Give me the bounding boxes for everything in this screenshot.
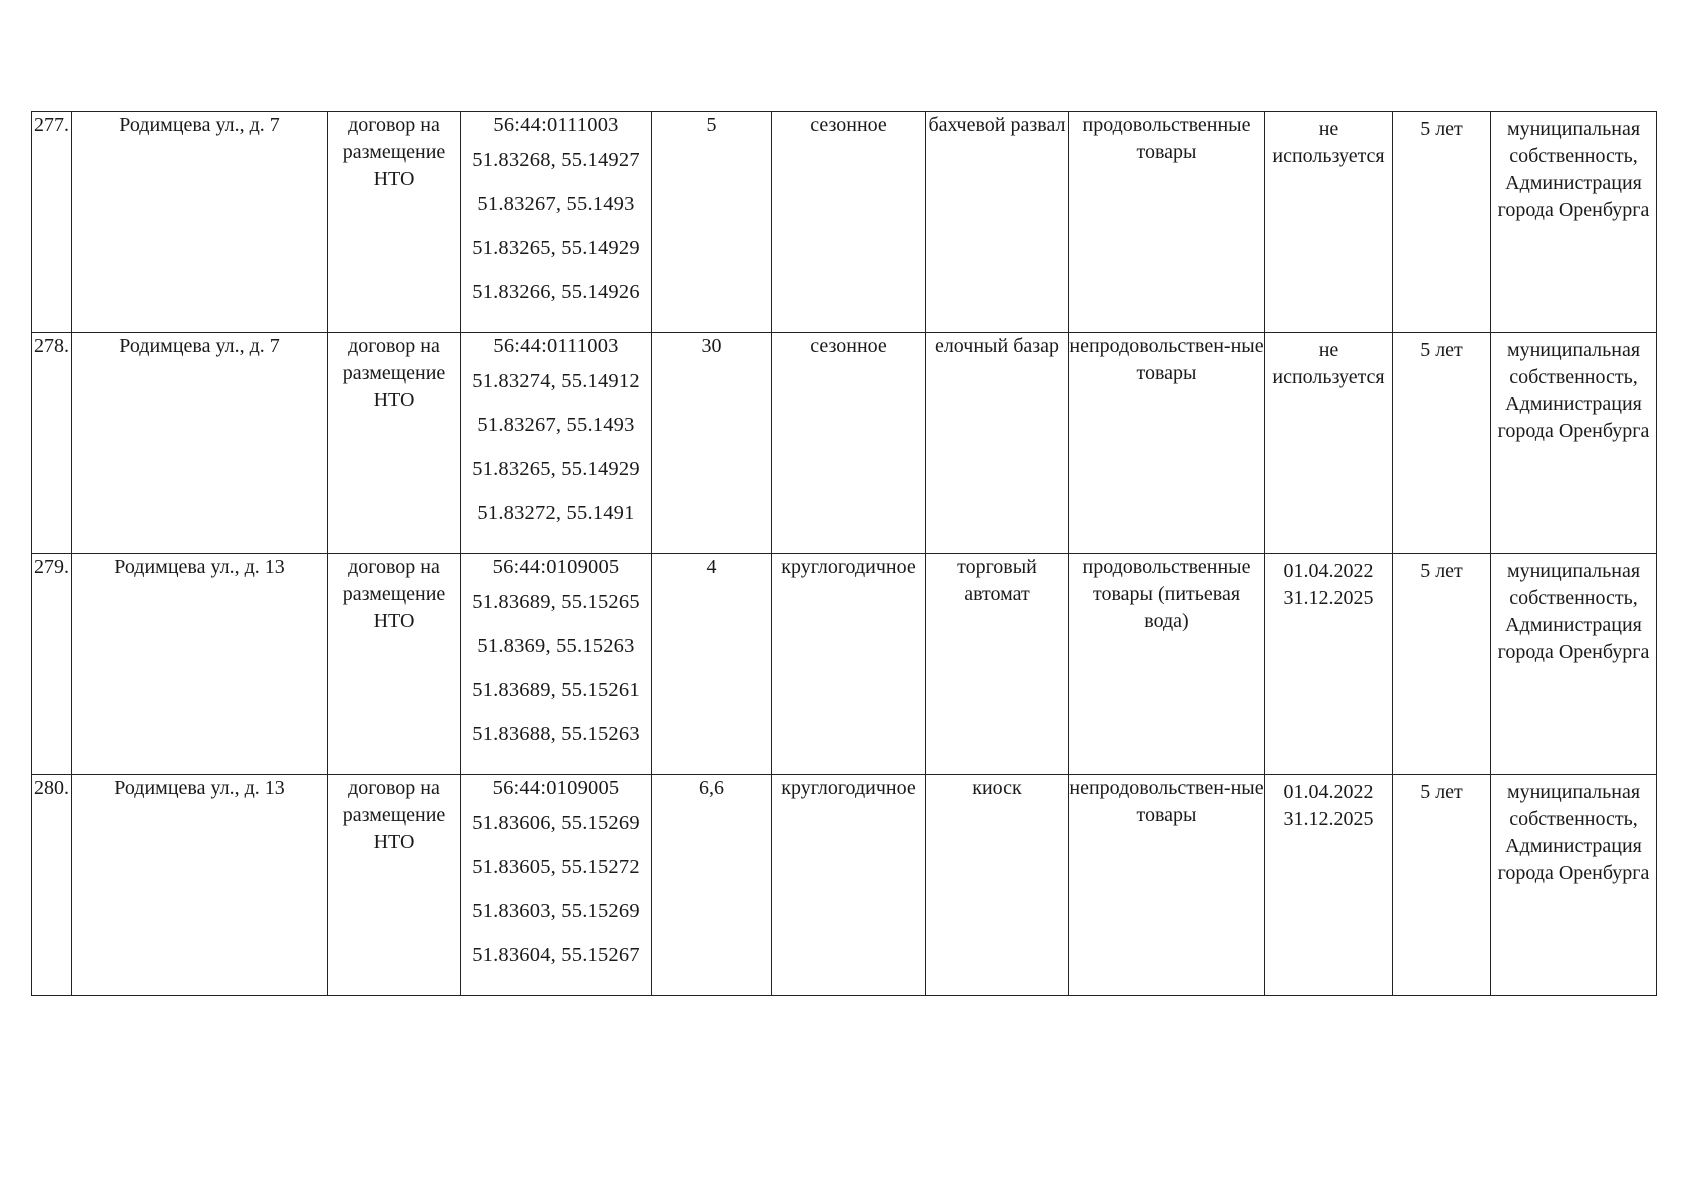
dates-cell: 01.04.2022 31.12.2025 (1265, 775, 1393, 996)
address-cell: Родимцева ул., д. 7 (72, 333, 328, 554)
registry-sheet (31, 111, 1656, 996)
basis-cell: договор на размещение НТО (328, 333, 461, 554)
coordinate-pair: 51.83272, 55.1491 (477, 502, 635, 524)
specialization-cell: продовольственные товары (питьевая вода) (1069, 554, 1265, 775)
term-cell: 5 лет (1393, 554, 1491, 775)
period-cell: сезонное (772, 333, 926, 554)
basis-cell: договор на размещение НТО (328, 112, 461, 333)
coordinate-pair: 51.83265, 55.14929 (472, 458, 640, 480)
owner-cell: муниципальная собственность, Администрация города Оренбурга (1491, 554, 1657, 775)
cadastral-number: 56:44:0111003 (493, 114, 619, 136)
coordinate-pair: 51.83689, 55.15265 (472, 591, 640, 613)
period-cell: сезонное (772, 112, 926, 333)
table-row (32, 333, 1657, 554)
address-cell: Родимцева ул., д. 7 (72, 112, 328, 333)
area-cell: 30 (652, 333, 772, 554)
object-type-cell: елочный базар (926, 333, 1069, 554)
cadastral-number: 56:44:0109005 (492, 556, 620, 578)
specialization-cell: непродовольствен-ные товары (1069, 333, 1265, 554)
specialization-cell: продовольственные товары (1069, 112, 1265, 333)
term-cell: 5 лет (1393, 333, 1491, 554)
dates-cell: не используется (1265, 112, 1393, 333)
object-type-cell: киоск (926, 775, 1069, 996)
address-cell: Родимцева ул., д. 13 (72, 775, 328, 996)
coordinate-pair: 51.83605, 55.15272 (472, 856, 640, 878)
coordinates-cell (461, 554, 652, 775)
row-number: 279. (32, 554, 72, 775)
coordinate-pair: 51.83274, 55.14912 (472, 370, 640, 392)
row-number: 277. (32, 112, 72, 333)
coordinate-pair: 51.83266, 55.14926 (472, 281, 640, 303)
nto-registry-table (31, 111, 1657, 996)
coordinate-pair: 51.8369, 55.15263 (477, 635, 635, 657)
coordinate-pair: 51.83268, 55.14927 (472, 149, 640, 171)
area-cell: 4 (652, 554, 772, 775)
coordinate-pair: 51.83267, 55.1493 (477, 414, 635, 436)
coordinate-pair: 51.83265, 55.14929 (472, 237, 640, 259)
cadastral-number: 56:44:0109005 (492, 777, 620, 799)
dates-cell: 01.04.2022 31.12.2025 (1265, 554, 1393, 775)
specialization-cell: непродовольствен-ные товары (1069, 775, 1265, 996)
table-row (32, 775, 1657, 996)
coordinates-cell (461, 112, 652, 333)
cadastral-number: 56:44:0111003 (493, 335, 619, 357)
coordinates-cell (461, 333, 652, 554)
coordinate-pair: 51.83688, 55.15263 (472, 723, 640, 745)
address-cell: Родимцева ул., д. 13 (72, 554, 328, 775)
period-cell: круглогодичное (772, 775, 926, 996)
coordinate-pair: 51.83267, 55.1493 (477, 193, 635, 215)
dates-cell: не используется (1265, 333, 1393, 554)
coordinate-pair: 51.83689, 55.15261 (472, 679, 640, 701)
object-type-cell: бахчевой развал (926, 112, 1069, 333)
owner-cell: муниципальная собственность, Администрация города Оренбурга (1491, 333, 1657, 554)
basis-cell: договор на размещение НТО (328, 554, 461, 775)
area-cell: 6,6 (652, 775, 772, 996)
basis-cell: договор на размещение НТО (328, 775, 461, 996)
coordinates-cell (461, 775, 652, 996)
term-cell: 5 лет (1393, 775, 1491, 996)
area-cell: 5 (652, 112, 772, 333)
table-row (32, 112, 1657, 333)
owner-cell: муниципальная собственность, Администрация города Оренбурга (1491, 775, 1657, 996)
table-row (32, 554, 1657, 775)
period-cell: круглогодичное (772, 554, 926, 775)
term-cell: 5 лет (1393, 112, 1491, 333)
row-number: 278. (32, 333, 72, 554)
row-number: 280. (32, 775, 72, 996)
coordinate-pair: 51.83604, 55.15267 (472, 944, 640, 966)
object-type-cell: торговый автомат (926, 554, 1069, 775)
coordinate-pair: 51.83606, 55.15269 (472, 812, 640, 834)
coordinate-pair: 51.83603, 55.15269 (472, 900, 640, 922)
owner-cell: муниципальная собственность, Администрация города Оренбурга (1491, 112, 1657, 333)
